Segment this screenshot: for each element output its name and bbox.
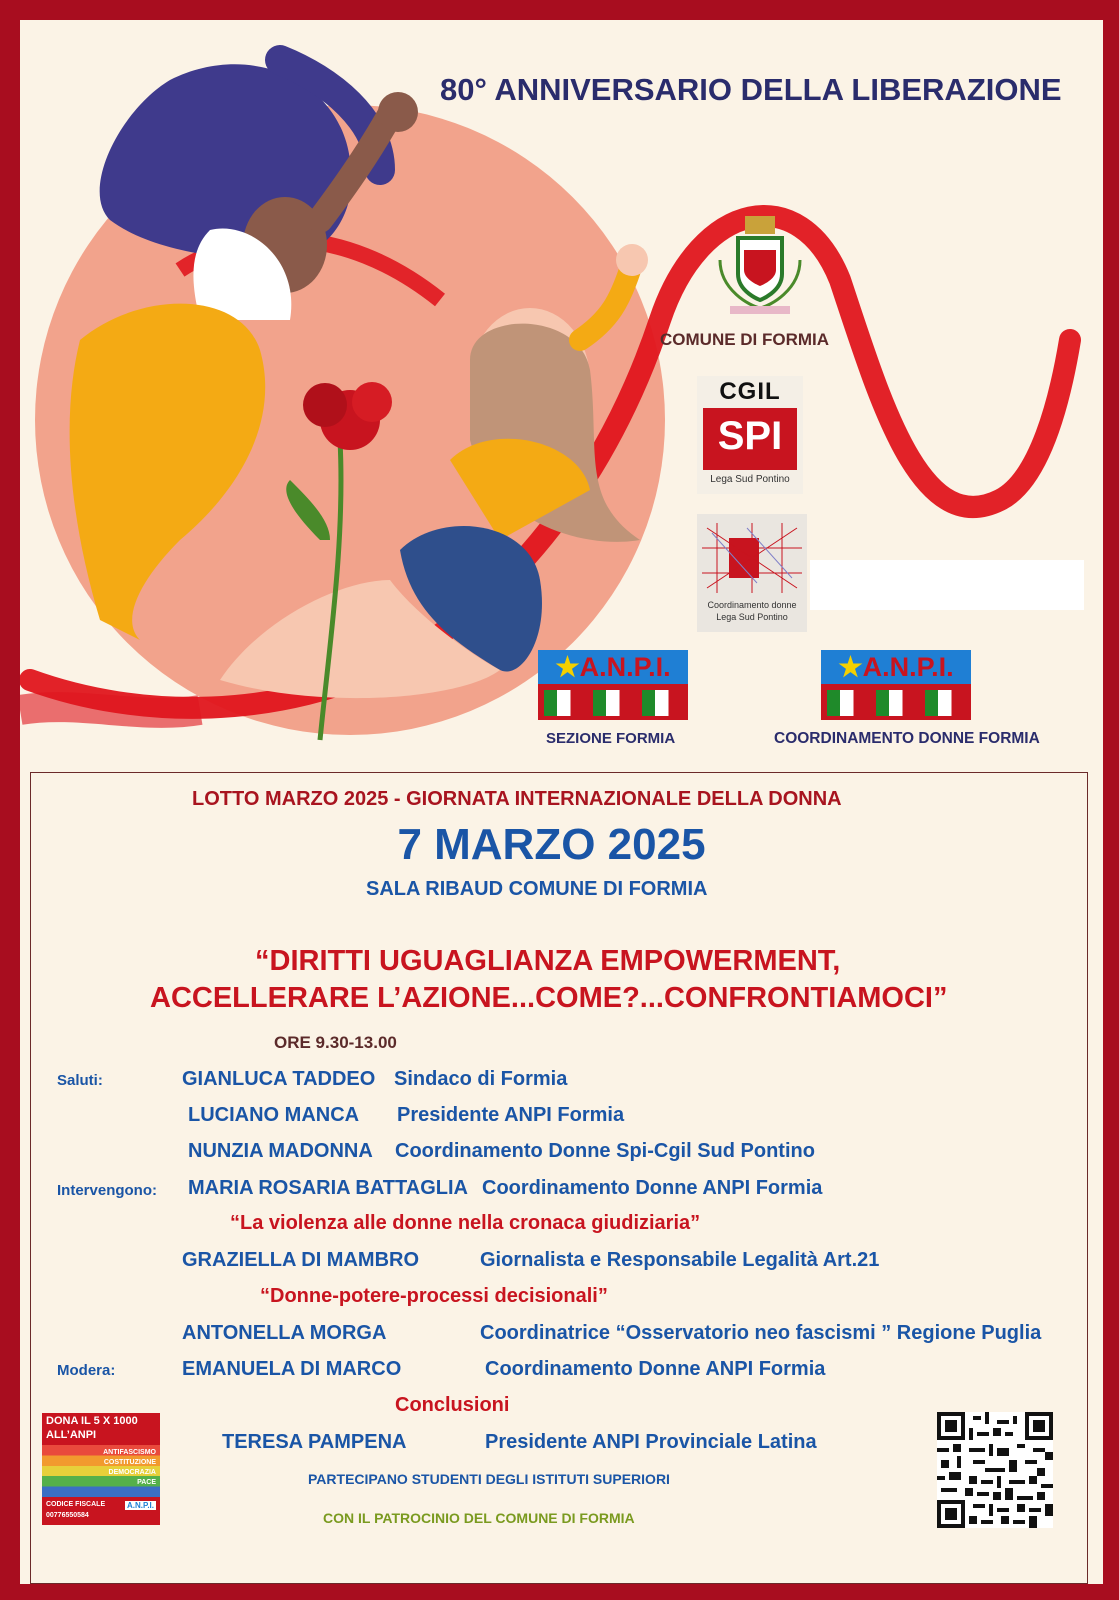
- speaker-role: Coordinamento Donne ANPI Formia: [482, 1177, 823, 1199]
- coordinamento-label-1: Coordinamento donne: [707, 600, 797, 610]
- modera-label: Modera:: [57, 1362, 116, 1379]
- cgil-text: CGIL: [719, 378, 781, 405]
- anpi-right-label: COORDINAMENTO DONNE FORMIA: [774, 730, 1040, 747]
- anpi-left-label: SEZIONE FORMIA: [546, 730, 676, 747]
- anpi-logo-left: [538, 650, 688, 720]
- star-icon: ★: [555, 652, 580, 682]
- donation-stripe: PACE: [137, 1479, 156, 1486]
- speaker-role: Giornalista e Responsabile Legalità Art.21: [480, 1249, 880, 1271]
- conclusioni-label: Conclusioni: [395, 1394, 510, 1416]
- donation-stripe: ANTIFASCISMO: [103, 1449, 156, 1456]
- speaker-role: Presidente ANPI Formia: [397, 1104, 625, 1126]
- speaker-name: EMANUELA DI MARCO: [182, 1358, 402, 1380]
- event-title-line1: “DIRITTI UGUAGLIANZA EMPOWERMENT,: [255, 945, 841, 977]
- speaker-role: Coordinamento Donne Spi-Cgil Sud Pontino: [395, 1140, 815, 1162]
- white-strip: [810, 560, 1084, 610]
- speaker-name: GIANLUCA TADDEO: [182, 1068, 376, 1090]
- event-venue: SALA RIBAUD COMUNE DI FORMIA: [366, 878, 708, 900]
- spi-text: SPI: [717, 414, 783, 458]
- patronage-note: CON IL PATROCINIO DEL COMUNE DI FORMIA: [323, 1510, 635, 1526]
- comune-crest-icon: [710, 210, 810, 320]
- speaker-name: NUNZIA MADONNA: [188, 1140, 373, 1162]
- anpi-left-text: ★A.N.P.I.: [555, 652, 671, 682]
- speaker-name: GRAZIELLA DI MAMBRO: [182, 1249, 420, 1271]
- codice-fiscale-value: 00776550584: [46, 1512, 89, 1519]
- event-date: 7 MARZO 2025: [397, 820, 706, 869]
- anpi-logo-right: [821, 650, 971, 720]
- event-title-line2: ACCELLERARE L’AZIONE...COME?...CONFRONTIAMOCI”: [150, 982, 948, 1014]
- event-time: ORE 9.30-13.00: [274, 1033, 397, 1052]
- speaker-role: Coordinatrice “Osservatorio neo fascismi ” Regione Puglia: [480, 1322, 1042, 1344]
- qr-code-icon[interactable]: [937, 1412, 1053, 1528]
- donation-line1: DONA IL 5 X 1000: [46, 1415, 138, 1427]
- speaker-name: ANTONELLA MORGA: [182, 1322, 387, 1344]
- donation-anpi-mini: A.N.P.I.: [127, 1501, 154, 1510]
- codice-fiscale-label: CODICE FISCALE: [46, 1501, 106, 1508]
- intervengono-label: Intervengono:: [57, 1182, 157, 1199]
- speaker-name: MARIA ROSARIA BATTAGLIA: [188, 1177, 468, 1199]
- poster: [20, 20, 1103, 1584]
- saluti-label: Saluti:: [57, 1072, 103, 1089]
- speaker-role: Coordinamento Donne ANPI Formia: [485, 1358, 826, 1380]
- cgil-spi-logo: [697, 376, 803, 494]
- topic-1: “La violenza alle donne nella cronaca giudiziaria”: [230, 1212, 701, 1234]
- cgil-sub: Lega Sud Pontino: [710, 474, 790, 485]
- speaker-role: Presidente ANPI Provinciale Latina: [485, 1431, 817, 1453]
- star-icon: ★: [838, 652, 863, 682]
- coordinamento-graphic-icon: [697, 518, 807, 598]
- coordinamento-label-2: Lega Sud Pontino: [716, 612, 788, 622]
- donation-5x1000-box: [42, 1413, 160, 1525]
- comune-label: COMUNE DI FORMIA: [660, 330, 830, 349]
- donation-line2: ALL’ANPI: [46, 1429, 97, 1441]
- donation-stripe: COSTITUZIONE: [103, 1459, 156, 1466]
- anniversary-title: 80° ANNIVERSARIO DELLA LIBERAZIONE: [440, 72, 1062, 107]
- speaker-name: TERESA PAMPENA: [222, 1431, 407, 1453]
- anpi-right-text: ★A.N.P.I.: [838, 652, 954, 682]
- donation-stripe: DEMOCRAZIA: [108, 1469, 156, 1476]
- speaker-role: Sindaco di Formia: [394, 1068, 568, 1090]
- speaker-name: LUCIANO MANCA: [188, 1104, 360, 1126]
- event-headline: LOTTO MARZO 2025 - GIORNATA INTERNAZIONALE DELLA DONNA: [192, 788, 842, 810]
- coordinamento-donne-logo: [697, 514, 807, 632]
- topic-2: “Donne-potere-processi decisionali”: [260, 1285, 608, 1307]
- students-note: PARTECIPANO STUDENTI DEGLI ISTITUTI SUPERIORI: [308, 1471, 670, 1487]
